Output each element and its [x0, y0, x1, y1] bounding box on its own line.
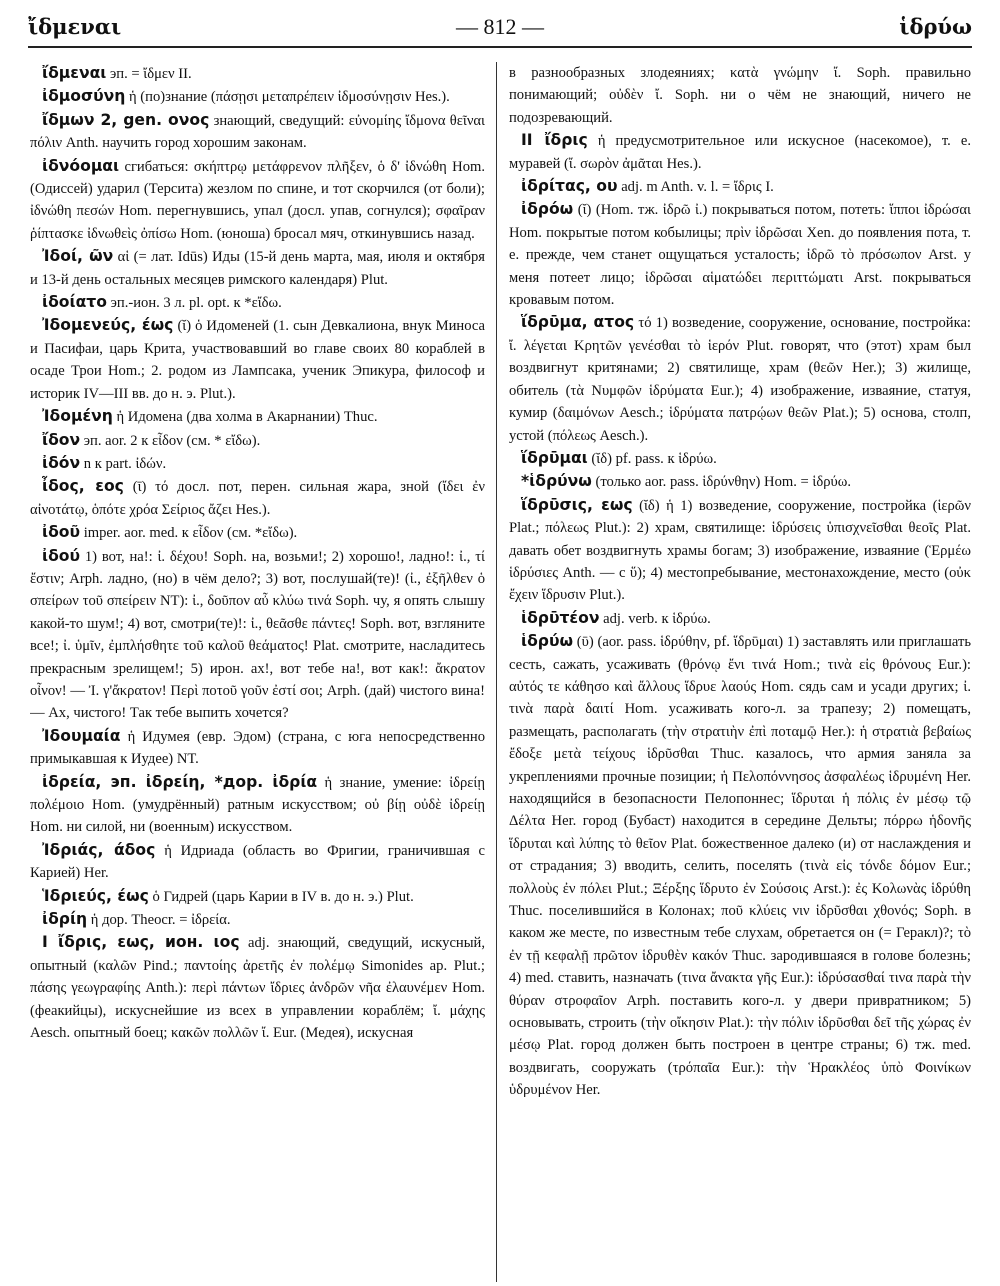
dictionary-entry: [30, 475, 485, 521]
entry-headword: Ἰδουμαία: [42, 726, 121, 745]
entry-headword: ἰδμοσύνη: [42, 87, 126, 106]
dictionary-entry: [509, 311, 971, 446]
entry-definition: (ῐδ) ἡ 1) возведение, сооружение, постройка (ἱερῶν Plat.; πόλεως Plut.): 2) храм, святилище: ἱδρύσεις ὑπισχνεῖσθαι θεοῖς Plat. давать обет воздвигнуть храмы богам; 3) изображение, изваяние (Ἑρμέω ἱδρύσιες Anth. — с ὕ); 4) местопребывание, местонахождение, место (οὐκ ἔχειν ἵδρυσιν Plut.).: [509, 497, 971, 604]
entry-definition: ἡ Идомена (два холма в Акарнании) Thuc.: [116, 409, 378, 426]
dictionary-entry: [30, 452, 485, 475]
entry-headword: ἵδρῡμα, ατος: [521, 313, 635, 332]
dictionary-entry: [509, 198, 971, 311]
entry-definition: (ῐ) (Hom. тж. ἰδρῶ ἰ.) покрываться потом, потеть: ἵπποι ἰδρώσαι Hom. покрытые потом кобылицы; πρὶν ἰδρῶσαι Xen. до появления пота, т. е. прежде, чем станет ощущаться усталость; ἰδρῶ τὸ πρόσωπον Arst. у меня потеет лицо; ἰδρῶσαι αἱματώδει περιττώματι Arst. покрываться кровавым потом.: [509, 202, 971, 309]
dictionary-entry: [30, 155, 485, 246]
entry-headword: ἰδού: [42, 546, 81, 565]
entry-headword: ἰδρίη: [42, 910, 88, 929]
dictionary-entry: [30, 521, 485, 544]
entry-definition: adj. m Anth. v. l. = ἴδρις I.: [621, 179, 774, 196]
entry-headword: II ἴδρις: [521, 131, 588, 150]
entry-definition: (ῑ) τό досл. пот, перен. сильная жара, зной (ἴδει ἐν αἰνοτάτῳ, ὁπότε χρόα Σείριος ἄζει Hes.).: [30, 479, 485, 518]
dictionary-entry: [30, 771, 485, 839]
entry-headword: ἰδοίατο: [42, 293, 107, 312]
entry-headword: ἶδος, εος: [42, 477, 124, 496]
entry-definition: (ῡ) (aor. pass. ἱδρύθην, pf. ἵδρῡμαι) 1) заставлять или приглашать сесть, сажать, усаживать (θρόνῳ ἔνι τινά Hom.; τινὰ εἰς θρόνους Eur.): αὐτός τε κάθησο καὶ ἄλλους ἵδρυε λαούς Hom. сядь сам и усади других; ἰ. τινὰ παρὰ δαιτί Hom. усаживать кого-л. за трапезу; 2) помещать, размещать, располагать (τὴν στρατιὴν ἐπὶ ποταμῷ Her.): ἡ στρατιὰ βεβαίως ἔδοξε μετὰ τείχους ἱδρῦσθαι Thuc. казалось, что армия заняла за укреплениями прочные позиции; ἡ Πελοπόννησος ἀσφαλέως ἱδρυμένη Her. находящийся в безопасности Пелопоннес; ἵδρυται ἡ πόλις ἐν μέσῳ τῷ Δέλτα Her. город (Бубаст) находится в середине Дельты; πόρρω ἡδονῆς ἵδρυται καὶ λύπης τὸ θεῖον Plat. божественное далеко (и) от наслаждения и от страдания; 3) вводить, селить, поселять (τινὰ εἰς τόνδε δόμον Eur.; πολλοὺς ἐν πόλει Plut.; Ξέρξης ἵδρυτο ἐν Σούσοις Arst.): ἐς Κολωνὰς ἱδρύθη Thuc. поселившийся в Колонах; ποῦ κλύεις νιν ἱδρῦσθαι χθονός; Soph. в каком же месте, по известным тебе слухам, обретается он (= Геракл)?; τὸ ἐν τῇ κεφαλῇ πρῶτον ἱδρυθὲν κακόν Thuc. зародившаяся в голове болезнь; 4) med. ставить, назначать (τινα ἄνακτα γῆς Eur.): ἱδρύσασθαί τινα παρὰ τὴν θύραν στροφαῖον Arph. поставить кого-л. у двери привратником; 5) основывать, строить (τὴν οἴκησιν Plat.): τὴν πόλιν ἱδρῦσθαι δεῖ τῆς χώρας ἐν μέσῳ Plat. город должен быть построен в центре страны; 6) тж. med. воздвигать, сооружать (τρόπαῖα Eur.): τὴν Ἡρακλέος ὑπὸ Φοινίκων ὑδρυμένον Her.: [509, 634, 971, 1099]
dictionary-entry: [30, 245, 485, 291]
dictionary-entry: [509, 630, 971, 1102]
dictionary-entry: [30, 429, 485, 452]
dictionary-entry: [30, 725, 485, 771]
dictionary-entry: [30, 545, 485, 725]
entry-definition: (только aor. pass. ἱδρύνθην) Hom. = ἱδρύω.: [595, 474, 851, 491]
dictionary-entry: [509, 494, 971, 607]
dictionary-entry: [30, 291, 485, 314]
entry-headword: ἵδρῡμαι: [521, 448, 588, 467]
entry-definition: ἡ предусмотрительное или искусное (насекомое), т. е. муравей (ἴ. σωρὸν ἀμᾶται Hes.).: [509, 133, 971, 172]
entry-definition: эп. aor. 2 к εἶδον (см. * εἴδω).: [83, 432, 261, 449]
dictionary-entry: [30, 839, 485, 885]
entry-definition: ἡ дор. Theocr. = ἰδρεία.: [90, 912, 231, 929]
entry-headword: ἰδοῦ: [42, 523, 81, 542]
entry-definition: ὁ Гидрей (царь Карии в IV в. до н. э.) Plut.: [152, 888, 414, 905]
entry-headword: ἰδρόω: [521, 200, 574, 219]
dictionary-entry: [30, 405, 485, 428]
dictionary-entry: [30, 85, 485, 108]
entry-definition: adj. знающий, сведущий, искусный, опытный (καλῶν Pind.; παντοίης ἀρετῆς ἐν πολέμῳ Simonides ap. Plut.; πάσης γεωγραφίης Anth.): περὶ πάντων ἴδριες ἀνδρῶν νῆα ἐλαυνέμεν Hom. (феакийцы), искуснейшие из всех в управлении кораблём; ἴ. μάχης Aesch. опытный боец; κακῶν πολλῶν ἴ. Eur. (Медея), искусная: [30, 935, 485, 1042]
entry-headword: ἰδρίτας, ου: [521, 177, 618, 196]
entry-definition: imper. aor. med. к εἶδον (см. *εἴδω).: [83, 525, 298, 542]
entry-headword: ἰδρεία, эп. ἰδρείη, *дор. ἰδρία: [42, 772, 318, 791]
dictionary-entry: [509, 62, 971, 129]
dictionary-entry: [509, 129, 971, 175]
entry-headword: ἴδμων 2, gen. ονος: [42, 110, 210, 129]
entry-definition: (ῐδ) pf. pass. к ἱδρύω.: [591, 450, 717, 467]
page-number: — 812 —: [456, 14, 544, 39]
header-last-word: ἱδρύω: [899, 14, 972, 39]
dictionary-entry: [30, 931, 485, 1044]
entry-headword: ἰδόν: [42, 453, 81, 472]
entry-definition: 1) вот, на!: ἰ. δέχου! Soph. на, возьми!; 2) хорошо!, ладно!: ἰ., τί ἔστιν; Arph. ладно, (но) в чём дело?; 3) вот, послушай(те)! (ἰ., ἐξῆλθεν ὁ σπείρων τοῦ σπείρειν NT): ἰ., δοῦπον αὖ κλύω τινά Soph. чу, я опять слышу какой-то шум!; 4) вот, смотри(те)!: ἰ., θεᾶσθε πάντες! Soph. вот, взгляните все!; ἰ. ὑμῖν, ἐμπλήσθητε τοῦ καλοῦ θεάματος! Plat. смотрите, насладитесь прекрасным зрелищем!; 5) ирон. ах!, вот тебе на!, вот как!: ἄκρατον οἶνον! — Ἰ. γ'ἄκρατον! Περὶ ποτοῦ γοῦν ἐστί σοι; Arph. (дай) чистого вина! — Ах, чистого! Так тебе выпить хочется?: [30, 548, 485, 722]
entry-headword: ἴδον: [42, 430, 81, 449]
dictionary-entry: [509, 470, 971, 493]
entry-headword: ἰδνόομαι: [42, 156, 120, 175]
dictionary-entry: [30, 109, 485, 155]
entry-definition: сгибаться: σκήπτρῳ μετάφρενον πλῆξεν, ὁ δ' ἰδνώθη Hom. (Одиссей) ударил (Терсита) жезлом по спине, и тот скорчился (от боли); ἰδνώθη πεσών Hom. перегнувшись, упал (досл. упав, согнулся); σφαῖραν ῥίπτασκε ἰδνωθεὶς ὀπίσω Hom. (юноша) бросал мяч, откинувшись назад.: [30, 158, 485, 242]
entry-headword: ἵδρῡσις, εως: [521, 495, 633, 514]
entry-headword: ἴδμεναι: [42, 64, 107, 82]
dictionary-entry: [509, 175, 971, 198]
dictionary-entry: [30, 62, 485, 85]
dictionary-entry: [509, 447, 971, 470]
entry-definition: (ῐ) ὁ Идоменей (1. сын Девкалиона, внук Миноса и Пасифаи, царь Крита, участвовавший во главе своих 80 кораблей в осаде Трои Hom.; 2. родом из Лампсака, ученик Эпикура, философ и историк IV—III вв. до н. э. Plut.).: [30, 318, 485, 402]
entry-definition: ἡ (по)знание (πάσῃσι μεταπρέπειν ἰδμοσύνῃσιν Hes.).: [129, 89, 450, 106]
entry-headword: Ἰδομένη: [42, 407, 113, 426]
dictionary-entry: [509, 607, 971, 630]
entry-definition: знающий, сведущий: εὐνομίης ἴδμονα θεῖναι πόλιν Anth. научить город хорошим законам.: [30, 112, 485, 152]
entry-headword: Ἰδοί, ῶν: [42, 247, 114, 266]
entry-headword: ἱδρῡτέον: [521, 608, 600, 627]
entry-headword: Ἱδριεύς, έως: [42, 886, 149, 905]
entry-headword: I ἴδρις, εως, ион. ιος: [42, 933, 240, 952]
entry-headword: ἱδρύω: [521, 632, 574, 651]
entry-definition: в разнообразных злодеяниях; κατὰ γνώμην ἴ. Soph. правильно понимающий; οὐδὲν ἴ. Soph. ни о чём не знающий, ничего не подозревающий.: [509, 65, 971, 126]
dictionary-entry: [30, 908, 485, 931]
left-column: [30, 62, 485, 1282]
entry-definition: ἡ Идриада (область во Фригии, граничившая с Карией) Her.: [30, 842, 485, 882]
entry-headword: *ἱδρύνω: [521, 472, 592, 491]
dictionary-entry: [30, 314, 485, 405]
entry-definition: эп. = ἴδμεν II.: [110, 66, 192, 82]
entry-definition: ἡ знание, умение: ἰδρείῃ πολέμοιο Hom. (умудрённый) ратным искусством; οὐ βίῃ οὐδὲ ἰδρείῃ Hom. ни силой, ни (военным) искусством.: [30, 774, 485, 836]
entry-definition: τό 1) возведение, сооружение, основание, постройка: ἴ. λέγεται Κρητῶν γενέσθαι τὸ ἱερόν Plut. говорят, что (этот) храм был воздвигнут критянами; 2) святилище, храм (θεῶν Her.); 3) жилище, обитель (τὰ Νυμφῶν ἱδρύματα Eur.); 4) изображение, изваяние, статуя, кумир (δαιμόνων Aesch.; ἱδρύματα πατρῴων θεῶν Plat.); 5) основа, столп, устой (πόλεως Aesch.).: [509, 315, 971, 444]
dictionary-entry: [30, 885, 485, 908]
right-column: [509, 62, 971, 1282]
entry-definition: αἱ (= лат. Idūs) Иды (15-й день марта, мая, июля и октября и 13-й день остальных месяцев римского календаря) Plut.: [30, 249, 485, 288]
page-header: [28, 6, 972, 48]
entry-headword: Ἰδριάς, άδος: [42, 840, 156, 859]
entry-definition: n к part. ἰδών.: [83, 455, 167, 472]
entry-definition: эп.-ион. 3 л. pl. opt. к *εἴδω.: [110, 295, 282, 312]
entry-headword: Ἰδομενεύς, έως: [42, 316, 174, 335]
entry-definition: ἡ Идумея (евр. Эдом) (страна, с юга непосредственно примыкавшая к Иудее) NT.: [30, 728, 485, 768]
header-first-word: ἴδμεναι: [28, 14, 122, 39]
entry-definition: adj. verb. к ἱδρύω.: [603, 610, 711, 627]
column-divider: [496, 62, 497, 1282]
